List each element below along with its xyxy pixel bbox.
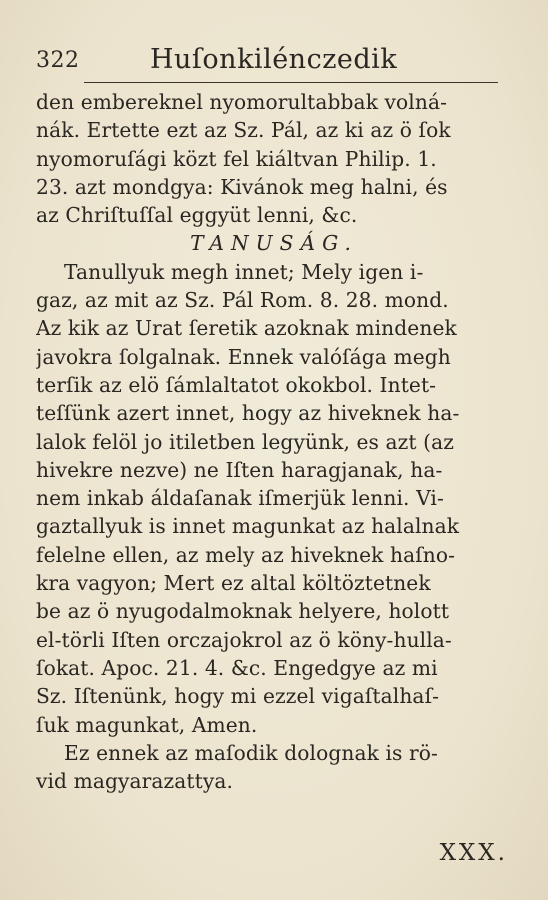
text-line: nák. Ertette ezt az Sz. Pál, az ki az ö ſok (36, 118, 451, 143)
text-line: el-törli Iſten orczajokrol az ö köny-hulla- (36, 627, 452, 652)
text-line: gaz, az mit az Sz. Pál Rom. 8. 28. mond. (36, 288, 449, 313)
text-line: ſuk magunkat, Amen. (36, 712, 258, 737)
text-line: vid magyarazattya. (36, 769, 233, 794)
text-line: Ez ennek az maſodik dolognak is rö- (64, 740, 438, 765)
running-head: Huſonkilénczedik (150, 44, 398, 75)
text-line: Sz. Iſtenünk, hogy mi ezzel vigaſtalhaſ- (36, 684, 440, 709)
text-line: teſſünk azert innet, hogy az hiveknek ha- (36, 401, 460, 426)
text-line: kra vagyon; Mert ez altal költöztetnek (36, 571, 431, 596)
text-line: den embereknel nyomorultabbak volná- (36, 90, 448, 114)
text-line: lalok felöl jo itiletben legyünk, es azt (az (36, 429, 454, 454)
text-line: gaztallyuk is innet magunkat az halalnak (36, 514, 460, 539)
text-line: be az ö nyugodalmoknak helyere, holott (36, 599, 450, 624)
text-line: 23. azt mondgya: Kivánok meg halni, és (36, 174, 448, 199)
text-line: terſik az elö ſámlaltatot okokbol. Intet- (36, 372, 437, 397)
section-heading: TANUSÁG. (190, 231, 358, 256)
text-line: javokra ſolgalnak. Ennek valóſága megh (36, 344, 451, 369)
text-line: nyomoruſági közt fel kiáltvan Philip. 1. (36, 146, 437, 171)
page-number: 322 (36, 48, 80, 73)
text-line: nem inkab áldaſanak iſmerjük lenni. Vi- (36, 486, 444, 511)
catchword: XXX. (439, 840, 508, 866)
header-rule (84, 82, 498, 83)
text-line: hivekre nezve) ne Iſten haragjanak, ha- (36, 457, 443, 482)
text-line: Tanullyuk megh innet; Mely igen i- (64, 259, 424, 284)
page-header (36, 44, 506, 78)
text-line: az Chriſtuſſal eggyüt lenni, &c. (36, 203, 358, 228)
body-text (36, 88, 512, 795)
text-line: felelne ellen, az mely az hiveknek haſno- (36, 542, 456, 567)
text-line: Az kik az Urat ſeretik azoknak mindenek (36, 316, 457, 341)
text-line: ſokat. Apoc. 21. 4. &c. Engedgye az mi (36, 655, 438, 680)
